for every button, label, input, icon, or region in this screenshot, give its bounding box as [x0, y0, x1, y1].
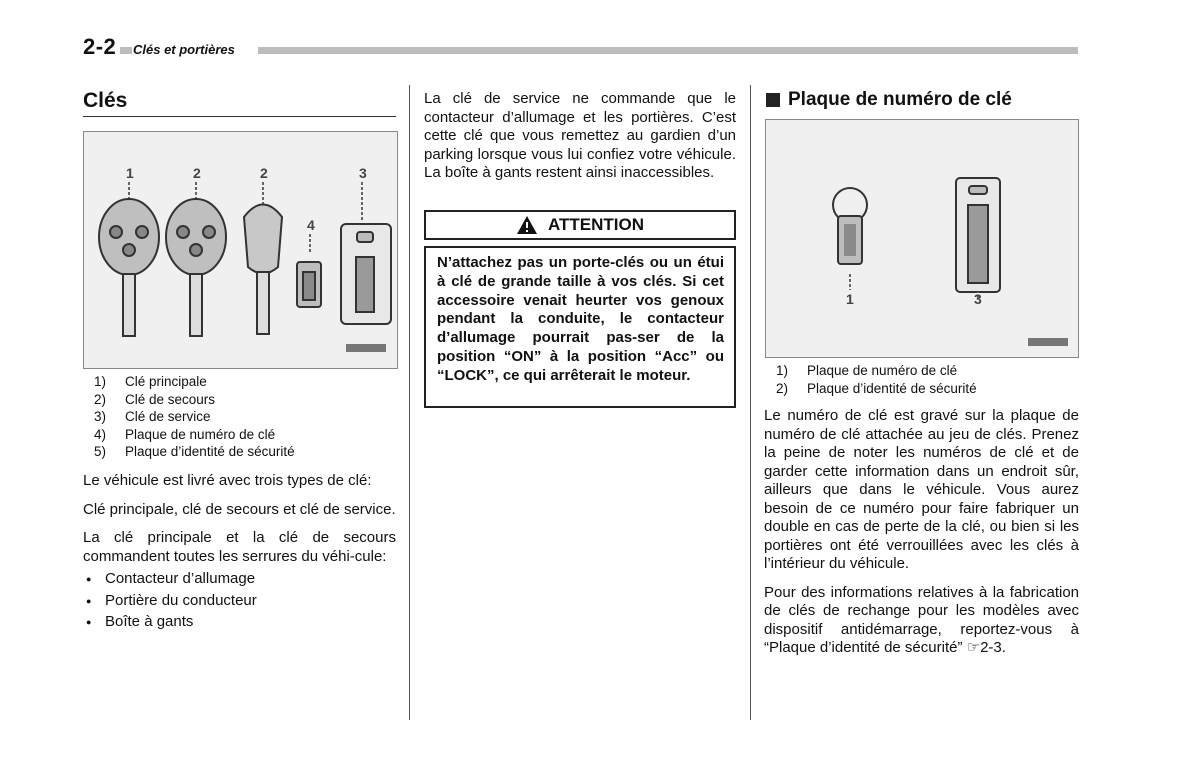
left-paragraph: Le véhicule est livré avec trois types de clé:	[83, 472, 372, 489]
header-bar	[258, 47, 1078, 54]
caption-number: 4)	[94, 426, 107, 442]
bullet-list	[83, 570, 396, 632]
plates-figure	[765, 119, 1079, 358]
caption-text: Plaque d’identité de sécurité	[807, 380, 977, 396]
fig-label: 2	[193, 165, 201, 181]
page-number: 2-2	[83, 34, 117, 59]
fig-label: 2	[260, 165, 268, 181]
left-body	[83, 472, 396, 635]
header-bar-left	[120, 47, 132, 54]
list-item: ● Contacteur d’allumage	[83, 570, 396, 589]
heading-square-icon	[766, 93, 780, 107]
middle-paragraph: La clé de service ne commande que le contacteur d’allumage et les portières. C’est cette clé que vous remettez au gardien d’un parking lorsque vous lui confiez votre véhicule. La boîte à gants restent ainsi inaccessibles.	[424, 90, 736, 181]
caption-row	[765, 362, 977, 380]
fig-label: 1	[846, 291, 854, 307]
heading-cles: Clés	[83, 89, 128, 112]
middle-body	[424, 90, 736, 193]
caption-row	[765, 380, 977, 398]
fig-label: 3	[359, 165, 367, 181]
warning-triangle-icon	[516, 215, 538, 235]
right-captions	[765, 362, 977, 397]
left-paragraph: Clé principale, clé de secours et clé de service.	[83, 500, 396, 518]
caption-text: Clé de service	[125, 409, 211, 424]
caption-number: 2)	[776, 380, 789, 396]
right-body	[764, 407, 1079, 668]
caption-row	[83, 426, 295, 444]
attention-header	[424, 210, 736, 240]
security-id-plate-icon	[956, 178, 1000, 292]
keys-figure	[83, 131, 398, 369]
fig-label: 4	[307, 217, 315, 233]
caption-text: Clé principale	[125, 374, 207, 389]
caption-text: Plaque d’identité de sécurité	[125, 444, 295, 459]
fig-label: 3	[974, 291, 982, 307]
caption-text: Plaque de numéro de clé	[807, 363, 958, 378]
caption-text: Clé de secours	[125, 391, 216, 407]
key-number-plate-icon	[297, 262, 321, 307]
fig-label: 1	[126, 165, 134, 181]
caption-number: 5)	[94, 444, 107, 459]
security-id-plate-icon	[341, 224, 391, 324]
column-divider-2	[750, 85, 751, 720]
attention-text: N’attachez pas un porte-clés ou un étui à clé de grande taille à vos clés. Si cet accessoire venait heurter vos genoux pendant la conduite, le contacteur d’allumage pourrait pas-ser de la position “ON” à la position “Acc” ou “LOCK”, ce qui arrêterait le moteur.	[424, 246, 736, 408]
column-divider-1	[409, 85, 410, 720]
caption-number: 3)	[94, 409, 107, 424]
heading-plaque	[766, 89, 1012, 111]
heading-plaque-text: Plaque de numéro de clé	[788, 89, 1012, 110]
caption-number: 1)	[94, 374, 107, 389]
right-paragraph: Le numéro de clé est gravé sur la plaque de numéro de clé attachée au jeu de clés. Prenez la peine de noter les numéros de clé et de garder cette information dans un endroit sûr, ailleurs que dans le véhicule. Vous aurez besoin de ce numéro pour faire fabriquer un double en cas de perte de la clé, ou bien si les portières ont été verrouillées avec les clés à l’intérieur du véhicule.	[764, 407, 1079, 572]
section-title: Clés et portières	[133, 42, 235, 57]
caption-number: 2)	[94, 391, 107, 407]
caption-row	[83, 443, 295, 461]
right-paragraph: Pour des informations relatives à la fabrication de clés de rechange pour les modèles avec dispositif antidémarrage, reportez-vous à “Plaque d’identité de sécurité” ☞2-3.	[764, 583, 1079, 656]
keys-illustration	[84, 132, 397, 368]
left-captions	[83, 373, 295, 461]
list-item: ● Boîte à gants	[83, 613, 396, 632]
caption-row	[83, 391, 295, 409]
list-item: ● Portière du conducteur	[83, 592, 396, 611]
heading-rule	[83, 116, 396, 117]
caption-row	[83, 373, 295, 391]
attention-label: ATTENTION	[547, 215, 644, 234]
plates-illustration	[766, 120, 1078, 357]
caption-text: Plaque de numéro de clé	[125, 426, 276, 442]
caption-number: 1)	[776, 363, 789, 378]
caption-row	[83, 408, 295, 426]
left-paragraph: La clé principale et la clé de secours commandent toutes les serrures du véhi-cule:	[83, 529, 396, 565]
